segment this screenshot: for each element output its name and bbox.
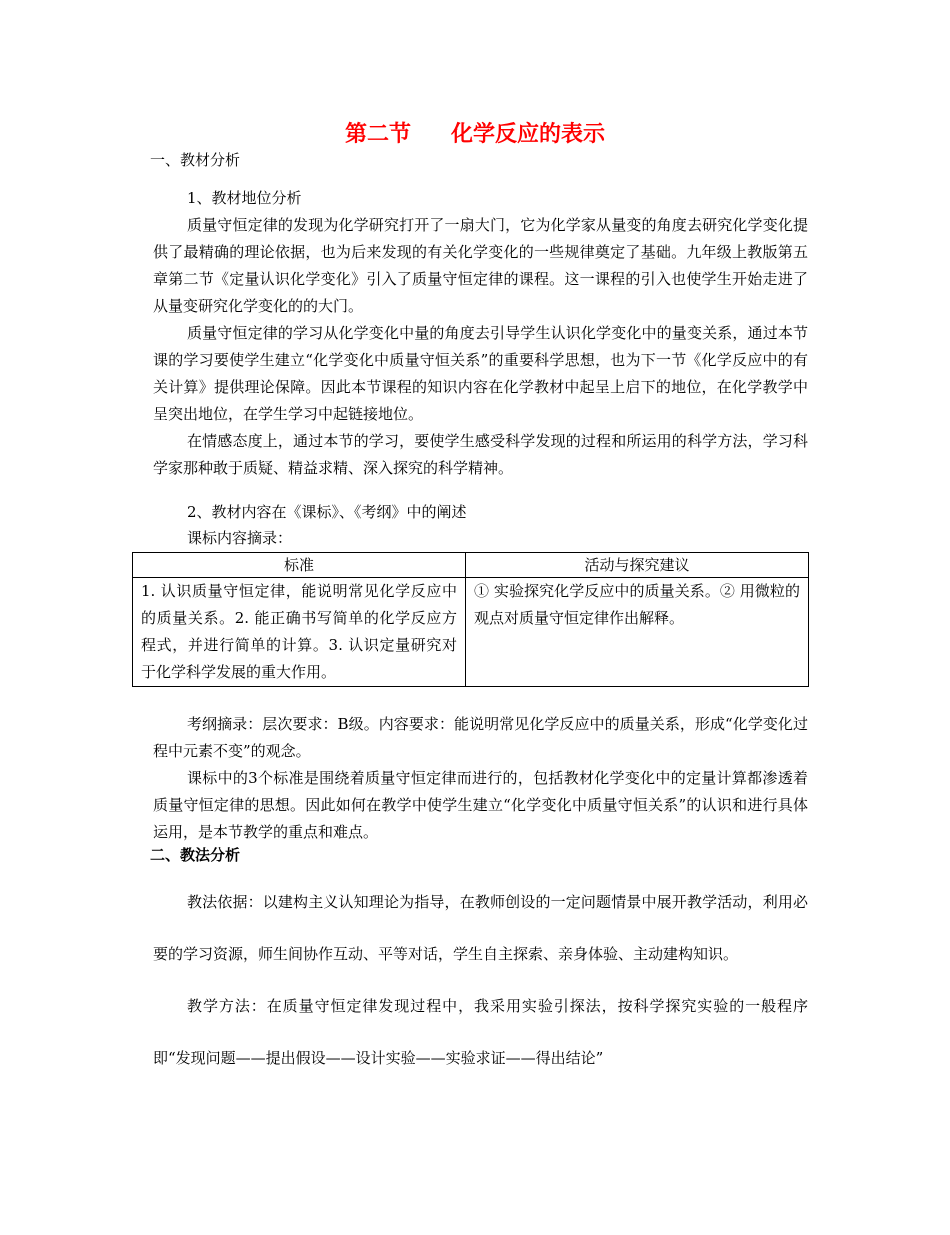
title-section-number: 第二节 bbox=[344, 121, 411, 147]
table-header-standard: 标准 bbox=[133, 553, 466, 578]
table-header-activity: 活动与探究建议 bbox=[466, 553, 809, 578]
table-header-row bbox=[133, 553, 809, 578]
paragraph: 考纲摘录：层次要求：B级。内容要求：能说明常见化学反应中的质量关系，形成“化学变化过程中元素不变”的观念。 bbox=[153, 715, 808, 760]
subheading-textbook-position: 1、教材地位分析 bbox=[187, 189, 302, 207]
title-topic: 化学反应的表示 bbox=[451, 121, 606, 147]
paragraph: 教学方法：在质量守恒定律发现过程中，我采用实验引探法，按科学探究实验的一般程序即“发现问题——提出假设——设计实验——实验求证——得出结论” bbox=[153, 997, 808, 1067]
paragraph: 质量守恒定律的学习从化学变化中量的角度去引导学生认识化学变化中的量变关系，通过本节课的学习要使学生建立“化学变化中质量守恒关系”的重要科学思想，也为下一节《化学反应中的有关计算》提供理论保障。因此本节课程的知识内容在化学教材中起呈上启下的地位，在化学教学中呈突出地位，在学生学习中起链接地位。 bbox=[153, 324, 808, 423]
page-title bbox=[0, 118, 950, 150]
heading-teaching-method-analysis: 二、教法分析 bbox=[150, 846, 241, 864]
paragraph-group-position bbox=[153, 212, 808, 482]
paragraph-group-after-table bbox=[153, 711, 808, 846]
heading-textbook-analysis: 一、教材分析 bbox=[150, 151, 241, 169]
paragraph: 在情感态度上，通过本节的学习，要使学生感受科学发现的过程和所运用的科学方法，学习科学家那种敢于质疑、精益求精、深入探究的科学精神。 bbox=[153, 432, 808, 477]
subheading-curriculum-excerpt: 课标内容摘录： bbox=[187, 529, 293, 547]
paragraph: 课标中的3个标准是围绕着质量守恒定律而进行的，包括教材化学变化中的定量计算都渗透着质量守恒定律的思想。因此如何在教学中使学生建立“化学变化中质量守恒关系”的认识和进行具体运用，是本节教学的重点和难点。 bbox=[153, 769, 808, 841]
table-cell-activities: ① 实验探究化学反应中的质量关系。② 用微粒的观点对质量守恒定律作出解释。 bbox=[466, 578, 809, 687]
table-cell-standards: 1. 认识质量守恒定律，能说明常见化学反应中的质量关系。2. 能正确书写简单的化学反应方程式，并进行简单的计算。3. 认识定量研究对于化学科学发展的重大作用。 bbox=[133, 578, 466, 687]
subheading-curriculum-content: 2、教材内容在《课标》、《考纲》中的阐述 bbox=[187, 503, 467, 521]
paragraph-group-teaching-method bbox=[153, 876, 808, 1084]
table-row bbox=[133, 578, 809, 687]
paragraph: 教法依据：以建构主义认知理论为指导，在教师创设的一定问题情景中展开教学活动，利用必要的学习资源，师生间协作互动、平等对话，学生自主探索、亲身体验、主动建构知识。 bbox=[153, 893, 808, 963]
paragraph: 质量守恒定律的发现为化学研究打开了一扇大门，它为化学家从量变的角度去研究化学变化提供了最精确的理论依据，也为后来发现的有关化学变化的一些规律奠定了基础。九年级上教版第五章第二节《定量认识化学变化》引入了质量守恒定律的课程。这一课程的引入也使学生开始走进了从量变研究化学变化的的大门。 bbox=[153, 216, 808, 315]
curriculum-standards-table bbox=[132, 552, 809, 687]
